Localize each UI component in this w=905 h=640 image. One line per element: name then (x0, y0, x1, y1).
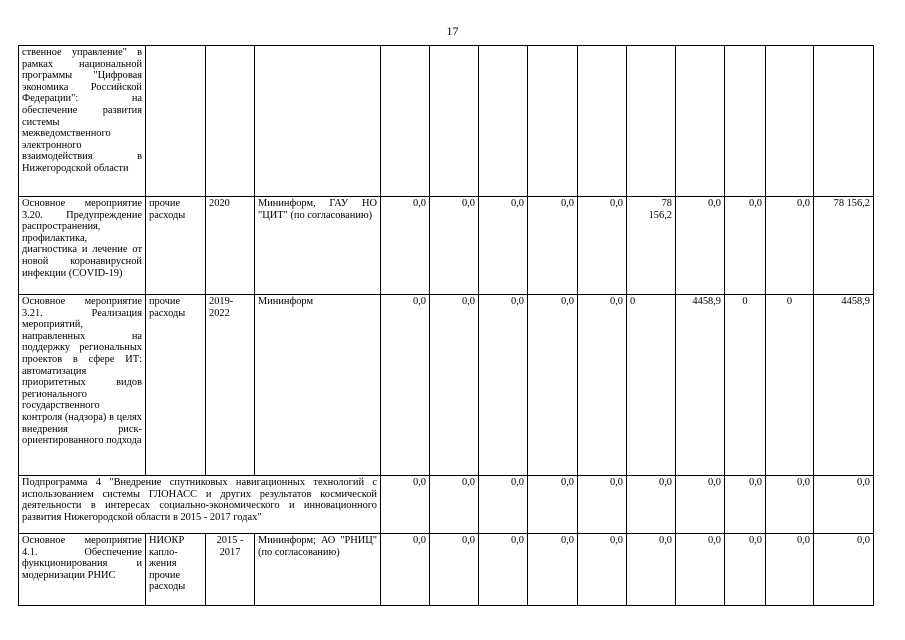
executor: Мининформ (255, 295, 381, 476)
measure-name: Основное мероприятие 3.20. Предупреждение распространения, профилактика, диагностика и лечение от новой коронавирусной инфекции (COVID-19) (19, 197, 146, 295)
period: 2015 - 2017 (206, 534, 255, 606)
value-cell: 78 156,2 (627, 197, 676, 295)
value-cell: 0,0 (479, 476, 528, 534)
program-table (18, 45, 874, 606)
value-cell: 0 (627, 295, 676, 476)
value-cell: 0 (766, 295, 814, 476)
value-cell: 0,0 (528, 197, 578, 295)
value-cell (430, 46, 479, 197)
table-row (19, 476, 874, 534)
table-row (19, 534, 874, 606)
value-cell: 0,0 (430, 295, 479, 476)
value-cell: 0,0 (814, 534, 874, 606)
table-row (19, 46, 874, 197)
value-cell: 0,0 (430, 476, 479, 534)
value-cell (676, 46, 725, 197)
value-cell (627, 46, 676, 197)
executor: Мининформ, ГАУ НО "ЦИТ" (по согласованию) (255, 197, 381, 295)
value-cell: 0,0 (381, 534, 430, 606)
value-cell: 0,0 (676, 197, 725, 295)
value-cell: 4458,9 (814, 295, 874, 476)
value-cell: 0,0 (528, 295, 578, 476)
value-cell: 0,0 (725, 197, 766, 295)
value-cell: 0,0 (578, 197, 627, 295)
page-number: 17 (446, 24, 459, 38)
value-cell: 0,0 (766, 197, 814, 295)
executor (255, 46, 381, 197)
value-cell: 0,0 (479, 197, 528, 295)
value-cell: 78 156,2 (814, 197, 874, 295)
period: 2020 (206, 197, 255, 295)
value-cell: 0,0 (381, 295, 430, 476)
value-cell: 4458,9 (676, 295, 725, 476)
expense-type: НИОКР капло- жения прочие расходы (146, 534, 206, 606)
value-cell (578, 46, 627, 197)
value-cell: 0,0 (479, 534, 528, 606)
period (206, 46, 255, 197)
value-cell (479, 46, 528, 197)
period: 2019- 2022 (206, 295, 255, 476)
value-cell: 0,0 (766, 476, 814, 534)
measure-name: Основное мероприятие 4.1. Обеспечение функционирования и модернизации РНИС (19, 534, 146, 606)
value-cell: 0,0 (578, 534, 627, 606)
value-cell: 0,0 (676, 476, 725, 534)
value-cell (528, 46, 578, 197)
subprogram-title: Подпрограмма 4 "Внедрение спутниковых навигационных технологий с использованием системы ГЛОНАСС и других результатов космической деятельности в интересах социально-экономического и инновационного развития Нижегородской области в 2015 - 2017 годах" (19, 476, 381, 534)
table-row (19, 295, 874, 476)
executor: Мининформ; АО "РНИЦ" (по согласованию) (255, 534, 381, 606)
value-cell: 0,0 (381, 197, 430, 295)
value-cell (725, 46, 766, 197)
value-cell (381, 46, 430, 197)
value-cell: 0,0 (627, 534, 676, 606)
table-row (19, 197, 874, 295)
value-cell: 0,0 (725, 476, 766, 534)
measure-name: Основное мероприятие 3.21. Реализация мероприятий, направленных на поддержку региональных проектов в сфере ИТ: автоматизация приоритетных видов регионального государственного контроля (надзора) в целях внедрения риск-ориентированного подхода (19, 295, 146, 476)
value-cell: 0,0 (676, 534, 725, 606)
value-cell: 0,0 (430, 534, 479, 606)
value-cell (814, 46, 874, 197)
value-cell: 0,0 (479, 295, 528, 476)
measure-name: ственное управление" в рамках национальной программы "Цифровая экономика Российской Федерации": на обеспечение развития системы межведомственного электронного взаимодействия в Нижегородской области (19, 46, 146, 197)
value-cell: 0,0 (430, 197, 479, 295)
value-cell: 0,0 (627, 476, 676, 534)
value-cell: 0,0 (814, 476, 874, 534)
expense-type (146, 46, 206, 197)
value-cell: 0,0 (528, 476, 578, 534)
value-cell: 0,0 (725, 534, 766, 606)
value-cell: 0,0 (766, 534, 814, 606)
value-cell: 0,0 (578, 295, 627, 476)
value-cell: 0,0 (578, 476, 627, 534)
value-cell: 0,0 (528, 534, 578, 606)
value-cell: 0,0 (381, 476, 430, 534)
value-cell (766, 46, 814, 197)
expense-type: прочие расходы (146, 295, 206, 476)
value-cell: 0 (725, 295, 766, 476)
expense-type: прочие расходы (146, 197, 206, 295)
